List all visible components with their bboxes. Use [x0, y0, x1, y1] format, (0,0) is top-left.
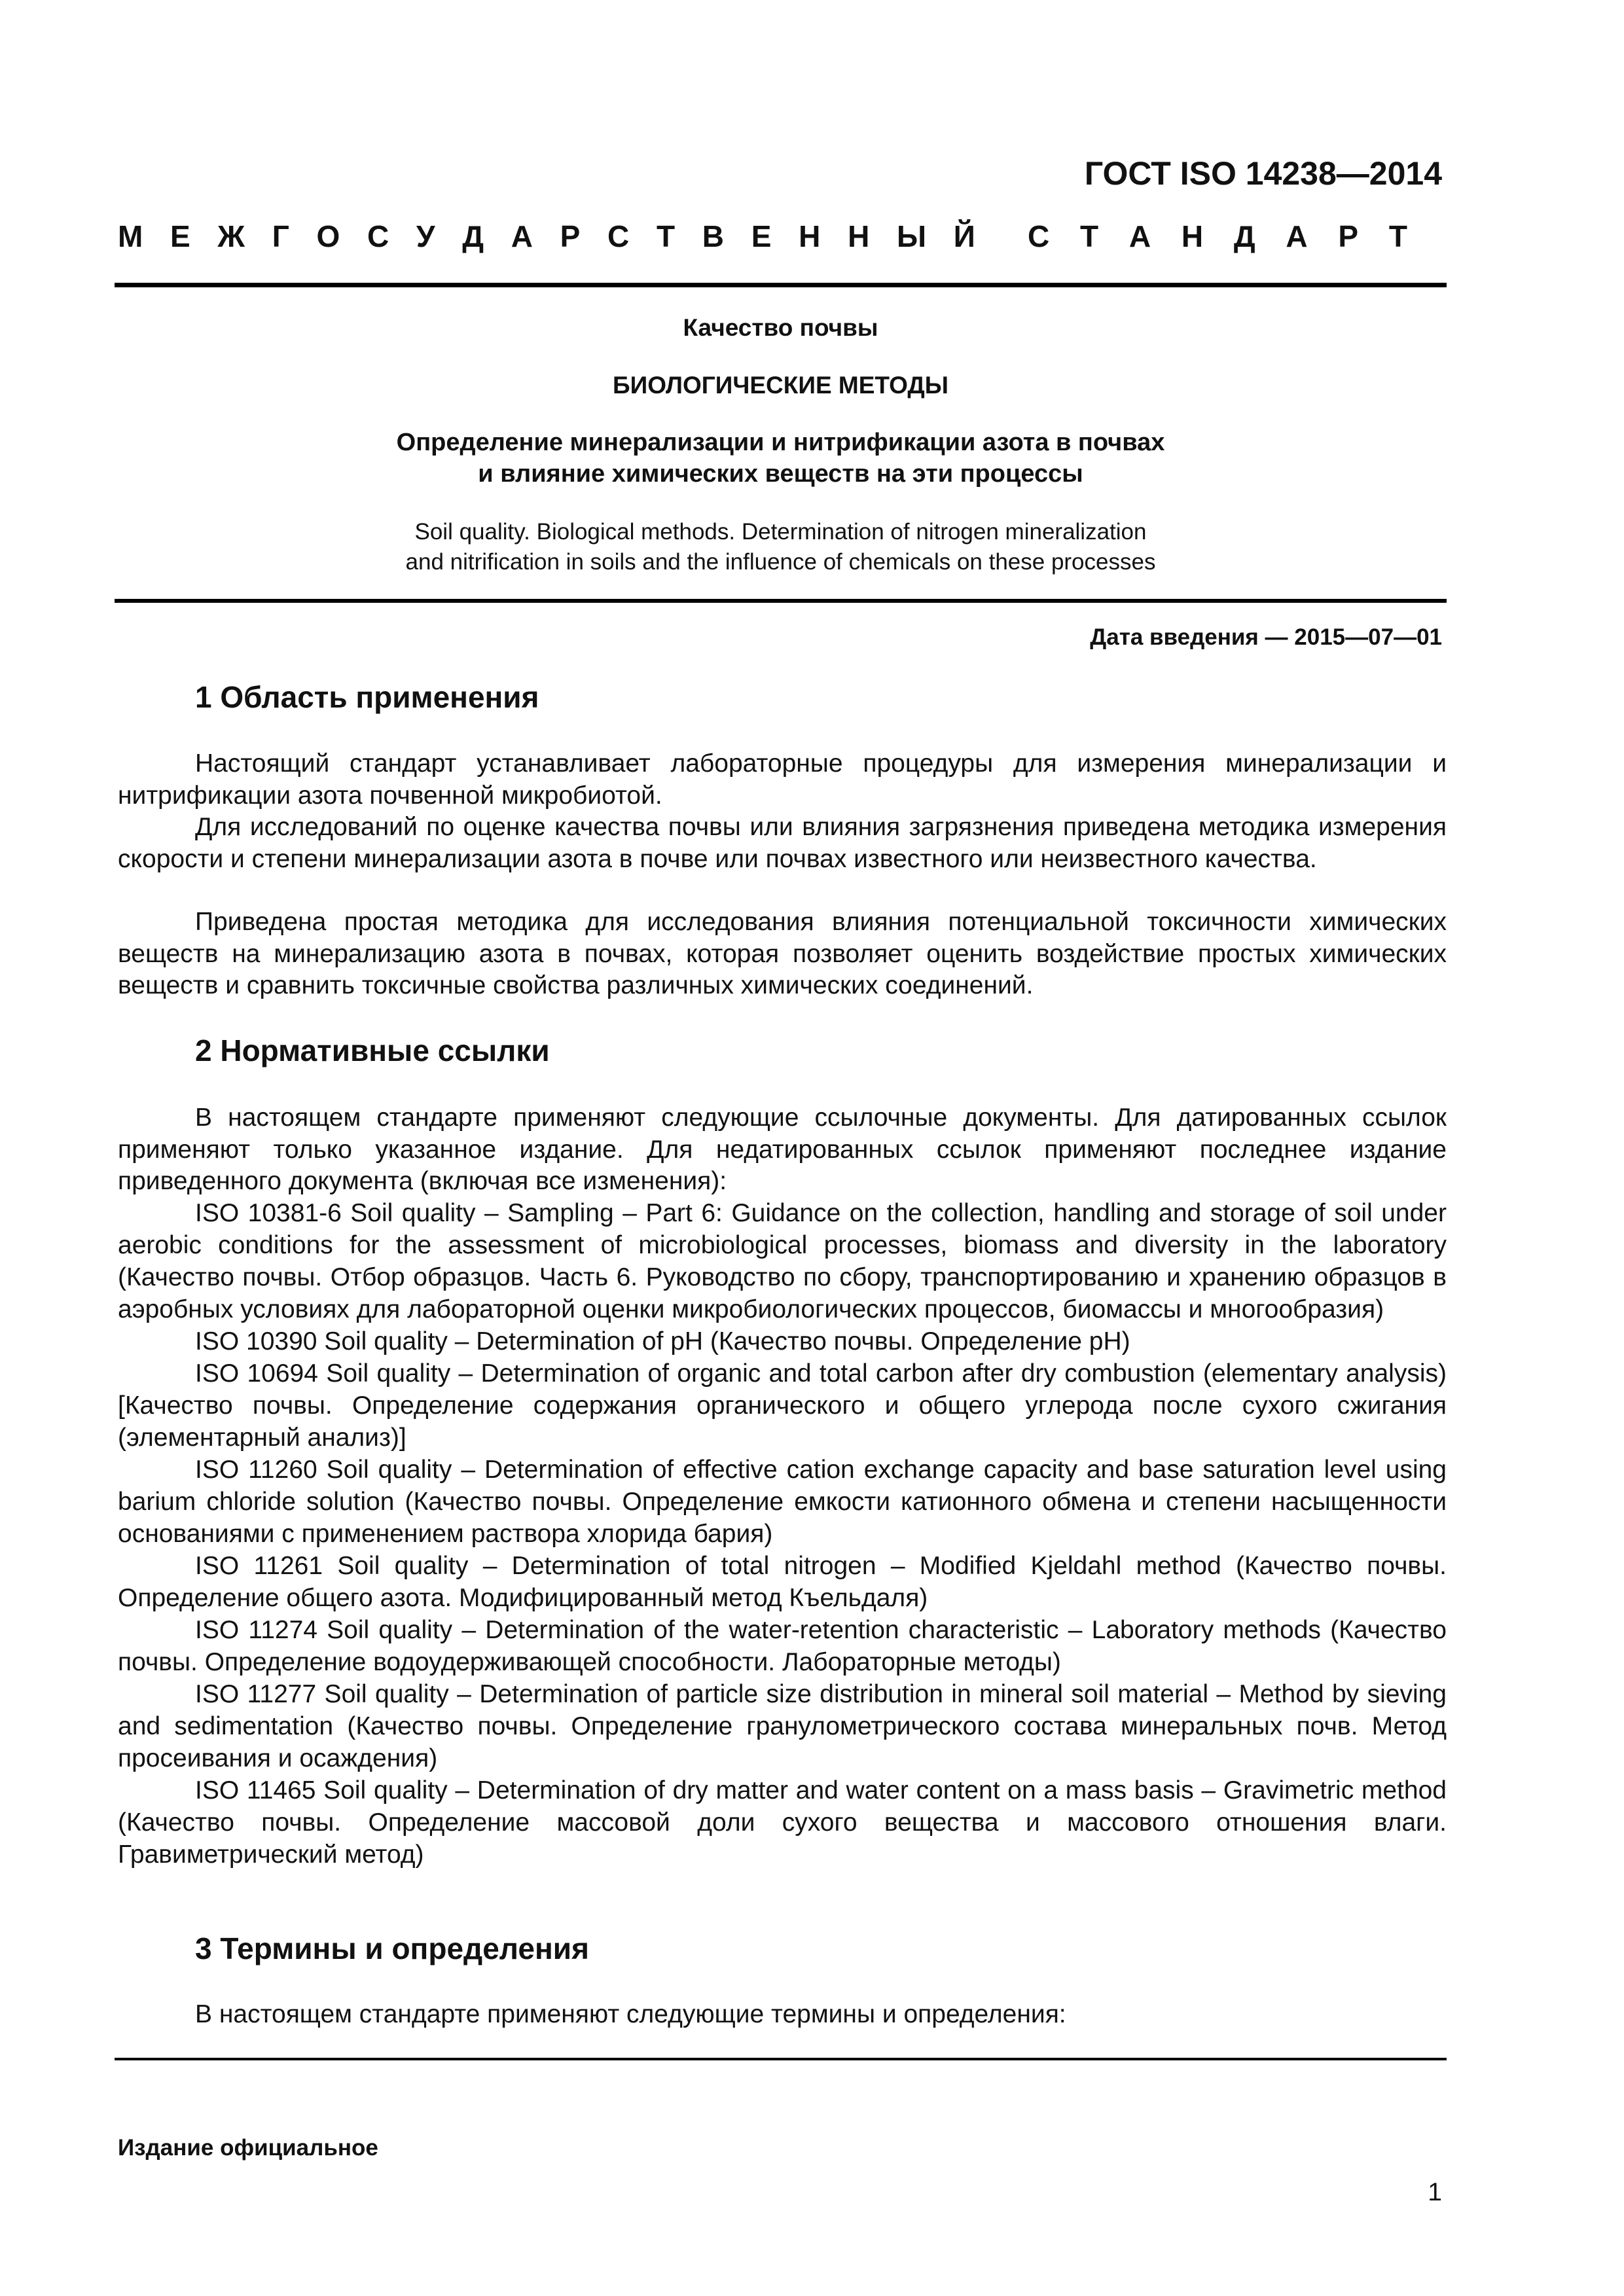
- letter: Н: [799, 219, 821, 253]
- reference-item: ISO 11274 Soil quality – Determination of the water-retention characteristic – Laboratory methods (Качество почвы. Определение водоудерживающей способности. Лабораторные методы): [118, 1616, 1447, 1676]
- standard-word: [1028, 219, 1407, 254]
- letter: Д: [1233, 219, 1255, 253]
- section-1-paragraph-3: Приведена простая методика для исследования влияния потенциальной токсичности химических веществ на минерализацию азота в почвах, которая позволяет оценить воздействие простых химических веществ и сравнить токсичные свойства различных химических соединений.: [118, 908, 1447, 999]
- letter: Е: [751, 219, 772, 253]
- letter: А: [511, 219, 533, 253]
- page-number: 1: [1428, 2178, 1442, 2206]
- letter: В: [702, 219, 725, 253]
- letter: Г: [272, 219, 289, 253]
- section-3-heading: 3 Термины и определения: [195, 1931, 589, 1965]
- title-english-line-a: Soil quality. Biological methods. Determination of nitrogen mineralization: [414, 519, 1147, 545]
- letter: А: [1128, 219, 1151, 253]
- letter: Т: [656, 219, 676, 253]
- title-divider: [115, 599, 1447, 603]
- normative-references-list: [118, 1197, 1447, 1871]
- letter: С: [607, 219, 630, 253]
- reference-item: ISO 11260 Soil quality – Determination of effective cation exchange capacity and base saturation level using barium chloride solution (Качество почвы. Определение емкости катионного обмена и степени насыщенности основаниями с применением раствора хлорида бария): [118, 1456, 1447, 1548]
- interstate-word: [118, 219, 975, 254]
- reference-item: ISO 11465 Soil quality – Determination of dry matter and water content on a mass basis – Gravimetric method (Качество почвы. Определение массовой доли сухого вещества и массового отношения влаги. Гравиметрический метод): [118, 1776, 1447, 1869]
- letter: Н: [848, 219, 870, 253]
- section-2-heading: 2 Нормативные ссылки: [195, 1033, 550, 1067]
- title-line-1: Качество почвы: [683, 314, 878, 341]
- header-divider: [115, 283, 1447, 287]
- letter: С: [367, 219, 389, 253]
- official-edition-label: Издание официальное: [118, 2135, 378, 2161]
- letter: О: [316, 219, 340, 253]
- letter: Р: [560, 219, 581, 253]
- title-line-2: БИОЛОГИЧЕСКИЕ МЕТОДЫ: [613, 372, 948, 399]
- section-1-heading: 1 Область применения: [195, 680, 539, 714]
- document-code: ГОСТ ISO 14238—2014: [1084, 155, 1442, 192]
- letter: У: [416, 219, 435, 253]
- letter: Й: [953, 219, 975, 253]
- reference-item: ISO 11277 Soil quality – Determination of particle size distribution in mineral soil material – Method by sieving and sedimentation (Качество почвы. Определение гранулометрического состава минеральных почв. Метод просеивания и осаждения): [118, 1680, 1447, 1772]
- reference-item: ISO 10390 Soil quality – Determination of pH (Качество почвы. Определение pH): [195, 1327, 1130, 1355]
- section-1-paragraph-2: Для исследований по оценке качества почвы или влияния загрязнения приведена методика измерения скорости и степени минерализации азота в почве или почвах известного или неизвестного качества.: [118, 813, 1447, 873]
- section-1-paragraph-1: Настоящий стандарт устанавливает лабораторные процедуры для измерения минерализации и нитрификации азота почвенной микробиотой.: [118, 749, 1447, 810]
- letter: А: [1286, 219, 1308, 253]
- reference-item: ISO 10381-6 Soil quality – Sampling – Part 6: Guidance on the collection, handling and storage of soil under aerobic conditions for the assessment of microbiological processes, biomass and diversity in the laboratory (Качество почвы. Отбор образцов. Часть 6. Руководство по сбору, транспортированию и хранению образцов в аэробных условиях для лабораторной оценки микробиологических процессов, биомассы и многообразия): [118, 1199, 1447, 1323]
- letter: С: [1028, 219, 1050, 253]
- letter: Ж: [217, 219, 245, 253]
- interstate-standard-banner: [118, 219, 1407, 254]
- letter: Н: [1181, 219, 1204, 253]
- letter: Е: [170, 219, 190, 253]
- footer-divider: [115, 2058, 1447, 2060]
- letter: М: [118, 219, 143, 253]
- letter: Т: [1388, 219, 1407, 253]
- title-main: [115, 427, 1447, 490]
- letter: Т: [1080, 219, 1099, 253]
- section-3-intro: В настоящем стандарте применяют следующие термины и определения:: [195, 2000, 1066, 2028]
- title-main-line-a: Определение минерализации и нитрификации азота в почвах: [396, 429, 1165, 456]
- introduction-date: Дата введения — 2015—07—01: [1090, 624, 1442, 650]
- letter: Ы: [897, 219, 927, 253]
- reference-item: ISO 11261 Soil quality – Determination of total nitrogen – Modified Kjeldahl method (Качество почвы. Определение общего азота. Модифицированный метод Къельдаля): [118, 1552, 1447, 1612]
- title-english: [115, 517, 1447, 577]
- reference-item: ISO 10694 Soil quality – Determination of organic and total carbon after dry combustion (elementary analysis) [Качество почвы. Определение содержания органического и общего углерода после сухого сжигания (элементарный анализ)]: [118, 1359, 1447, 1452]
- title-main-line-b: и влияние химических веществ на эти процессы: [478, 460, 1083, 488]
- title-english-line-b: and nitrification in soils and the influence of chemicals on these processes: [405, 549, 1156, 575]
- section-2-intro: В настоящем стандарте применяют следующие ссылочные документы. Для датированных ссылок применяют только указанное издание. Для недатированных ссылок применяют последнее издание приведенного документа (включая все изменения):: [118, 1103, 1447, 1195]
- letter: Р: [1338, 219, 1359, 253]
- letter: Д: [462, 219, 484, 253]
